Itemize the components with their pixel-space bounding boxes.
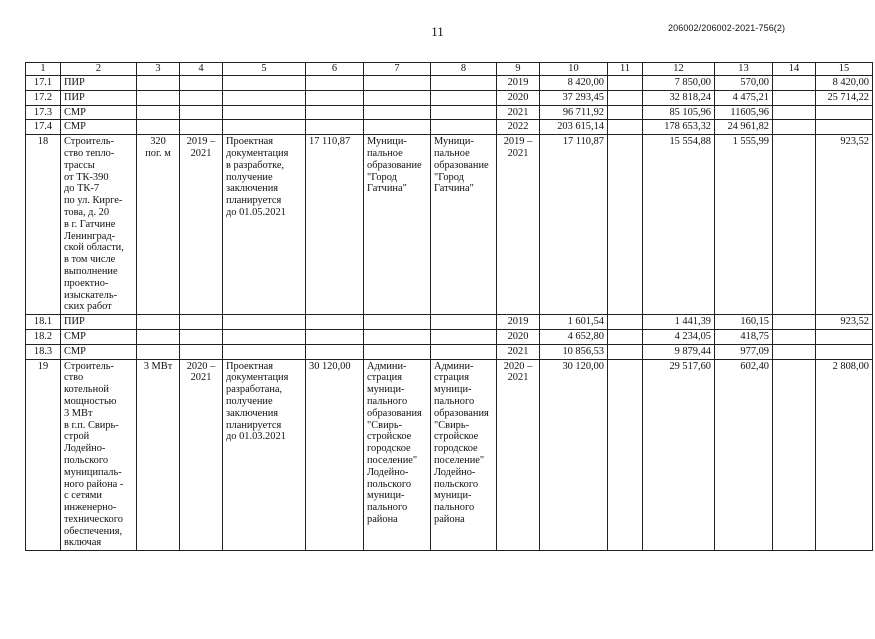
cell-no: 17.1	[26, 76, 61, 91]
cell-c11	[608, 120, 643, 135]
cell-no: 19	[26, 359, 61, 551]
cell-no: 18.2	[26, 329, 61, 344]
table-row	[26, 76, 873, 91]
cell-total: 4 652,80	[540, 329, 608, 344]
cell-cost	[306, 105, 364, 120]
cell-c14	[773, 135, 816, 315]
cell-c13: 160,15	[715, 315, 773, 330]
cell-c11	[608, 105, 643, 120]
cell-capacity	[137, 105, 180, 120]
cell-c14	[773, 359, 816, 551]
table-row	[26, 344, 873, 359]
cell-c14	[773, 329, 816, 344]
cell-year: 2020 – 2021	[497, 359, 540, 551]
cell-cost	[306, 120, 364, 135]
cell-c15	[816, 344, 873, 359]
cell-no: 18.1	[26, 315, 61, 330]
cell-cost	[306, 329, 364, 344]
column-number-5: 5	[223, 63, 306, 76]
cell-year: 2020	[497, 329, 540, 344]
cell-c13: 4 475,21	[715, 90, 773, 105]
cell-no: 18	[26, 135, 61, 315]
cell-customer	[364, 90, 431, 105]
cell-c15	[816, 329, 873, 344]
column-number-10: 10	[540, 63, 608, 76]
table-body	[26, 63, 873, 551]
cell-name: СМР	[61, 120, 137, 135]
cell-name: Строитель- ство тепло- трассы от ТК-390 до ТК-7 по ул. Кирге- това, д. 20 в г. Гатчине Ленинград- ской области, в том числе выполнение проектно- изыскатель- ских работ	[61, 135, 137, 315]
cell-no: 18.3	[26, 344, 61, 359]
cell-c14	[773, 344, 816, 359]
cell-recipient: Муници- пальное образование "Город Гатчина"	[431, 135, 497, 315]
cell-recipient	[431, 76, 497, 91]
cell-c15: 8 420,00	[816, 76, 873, 91]
cell-customer	[364, 315, 431, 330]
cell-c11	[608, 359, 643, 551]
budget-table	[25, 62, 873, 551]
cell-c12: 15 554,88	[643, 135, 715, 315]
column-number-row	[26, 63, 873, 76]
cell-c12: 9 879,44	[643, 344, 715, 359]
column-number-2: 2	[61, 63, 137, 76]
cell-customer	[364, 76, 431, 91]
page-number: 11	[431, 24, 444, 39]
cell-recipient	[431, 90, 497, 105]
cell-name: Строитель- ство котельной мощностью 3 МВт в г.п. Свирь- строй Лодейно- польского муниципаль- ного района - с сетями инженерно- технического обеспечения, включая	[61, 359, 137, 551]
cell-year: 2021	[497, 105, 540, 120]
column-number-3: 3	[137, 63, 180, 76]
column-number-8: 8	[431, 63, 497, 76]
cell-status	[223, 76, 306, 91]
cell-total: 8 420,00	[540, 76, 608, 91]
column-number-4: 4	[180, 63, 223, 76]
table-row	[26, 359, 873, 551]
cell-status	[223, 90, 306, 105]
cell-cost	[306, 344, 364, 359]
cell-customer	[364, 329, 431, 344]
cell-name: СМР	[61, 105, 137, 120]
cell-recipient	[431, 315, 497, 330]
table-row	[26, 90, 873, 105]
cell-total: 96 711,92	[540, 105, 608, 120]
cell-status	[223, 344, 306, 359]
cell-capacity: 320 пог. м	[137, 135, 180, 315]
cell-c13: 1 555,99	[715, 135, 773, 315]
cell-c13: 418,75	[715, 329, 773, 344]
cell-capacity	[137, 76, 180, 91]
table-row	[26, 329, 873, 344]
column-number-13: 13	[715, 63, 773, 76]
cell-status	[223, 105, 306, 120]
cell-c11	[608, 135, 643, 315]
column-number-15: 15	[816, 63, 873, 76]
cell-recipient	[431, 344, 497, 359]
cell-period	[180, 344, 223, 359]
cell-customer: Муници- пальное образование "Город Гатчина"	[364, 135, 431, 315]
cell-period	[180, 105, 223, 120]
table-row	[26, 105, 873, 120]
cell-c14	[773, 76, 816, 91]
cell-recipient: Админи- страция муници- пального образования "Свирь- стройское городское поселение" Лодейно- польского муници- пального района	[431, 359, 497, 551]
cell-capacity	[137, 120, 180, 135]
cell-c12: 178 653,32	[643, 120, 715, 135]
cell-c15: 923,52	[816, 135, 873, 315]
cell-recipient	[431, 120, 497, 135]
cell-c11	[608, 76, 643, 91]
cell-c11	[608, 315, 643, 330]
cell-period	[180, 76, 223, 91]
cell-customer: Админи- страция муници- пального образования "Свирь- стройское городское поселение" Лодейно- польского муници- пального района	[364, 359, 431, 551]
cell-period	[180, 315, 223, 330]
cell-cost: 30 120,00	[306, 359, 364, 551]
cell-recipient	[431, 329, 497, 344]
cell-recipient	[431, 105, 497, 120]
cell-c11	[608, 344, 643, 359]
cell-no: 17.3	[26, 105, 61, 120]
cell-c13: 24 961,82	[715, 120, 773, 135]
cell-cost	[306, 76, 364, 91]
cell-c12: 32 818,24	[643, 90, 715, 105]
cell-name: ПИР	[61, 315, 137, 330]
cell-c15	[816, 120, 873, 135]
cell-capacity	[137, 344, 180, 359]
cell-name: ПИР	[61, 90, 137, 105]
cell-status: Проектная документация разработана, получение заключения планируется до 01.03.2021	[223, 359, 306, 551]
cell-c13: 11605,96	[715, 105, 773, 120]
cell-status: Проектная документация в разработке, получение заключения планируется до 01.05.2021	[223, 135, 306, 315]
column-number-9: 9	[497, 63, 540, 76]
cell-name: ПИР	[61, 76, 137, 91]
cell-c14	[773, 90, 816, 105]
cell-year: 2019 – 2021	[497, 135, 540, 315]
cell-name: СМР	[61, 344, 137, 359]
cell-year: 2021	[497, 344, 540, 359]
cell-c13: 602,40	[715, 359, 773, 551]
column-number-6: 6	[306, 63, 364, 76]
cell-total: 10 856,53	[540, 344, 608, 359]
table-row	[26, 120, 873, 135]
cell-c15	[816, 105, 873, 120]
column-number-11: 11	[608, 63, 643, 76]
cell-no: 17.2	[26, 90, 61, 105]
cell-c11	[608, 90, 643, 105]
cell-customer	[364, 344, 431, 359]
column-number-12: 12	[643, 63, 715, 76]
cell-c15: 25 714,22	[816, 90, 873, 105]
table-row	[26, 315, 873, 330]
cell-c13: 570,00	[715, 76, 773, 91]
cell-capacity	[137, 329, 180, 344]
cell-status	[223, 120, 306, 135]
cell-c11	[608, 329, 643, 344]
cell-cost: 17 110,87	[306, 135, 364, 315]
cell-period	[180, 120, 223, 135]
cell-c15: 923,52	[816, 315, 873, 330]
cell-c12: 7 850,00	[643, 76, 715, 91]
cell-no: 17.4	[26, 120, 61, 135]
cell-status	[223, 329, 306, 344]
cell-c12: 29 517,60	[643, 359, 715, 551]
column-number-7: 7	[364, 63, 431, 76]
cell-c14	[773, 120, 816, 135]
cell-c12: 4 234,05	[643, 329, 715, 344]
table-row	[26, 135, 873, 315]
cell-cost	[306, 90, 364, 105]
cell-name: СМР	[61, 329, 137, 344]
cell-year: 2019	[497, 76, 540, 91]
cell-period	[180, 90, 223, 105]
cell-capacity	[137, 315, 180, 330]
document-reference: 206002/206002-2021-756(2)	[668, 23, 786, 33]
cell-status	[223, 315, 306, 330]
cell-capacity	[137, 90, 180, 105]
cell-cost	[306, 315, 364, 330]
cell-c15: 2 808,00	[816, 359, 873, 551]
cell-c12: 1 441,39	[643, 315, 715, 330]
cell-customer	[364, 120, 431, 135]
cell-total: 37 293,45	[540, 90, 608, 105]
cell-c14	[773, 105, 816, 120]
cell-year: 2019	[497, 315, 540, 330]
cell-total: 30 120,00	[540, 359, 608, 551]
cell-year: 2020	[497, 90, 540, 105]
cell-total: 203 615,14	[540, 120, 608, 135]
cell-year: 2022	[497, 120, 540, 135]
cell-total: 17 110,87	[540, 135, 608, 315]
cell-capacity: 3 МВт	[137, 359, 180, 551]
column-number-1: 1	[26, 63, 61, 76]
cell-customer	[364, 105, 431, 120]
cell-c13: 977,09	[715, 344, 773, 359]
cell-total: 1 601,54	[540, 315, 608, 330]
cell-c12: 85 105,96	[643, 105, 715, 120]
cell-c14	[773, 315, 816, 330]
cell-period	[180, 329, 223, 344]
column-number-14: 14	[773, 63, 816, 76]
cell-period: 2020 – 2021	[180, 359, 223, 551]
cell-period: 2019 – 2021	[180, 135, 223, 315]
